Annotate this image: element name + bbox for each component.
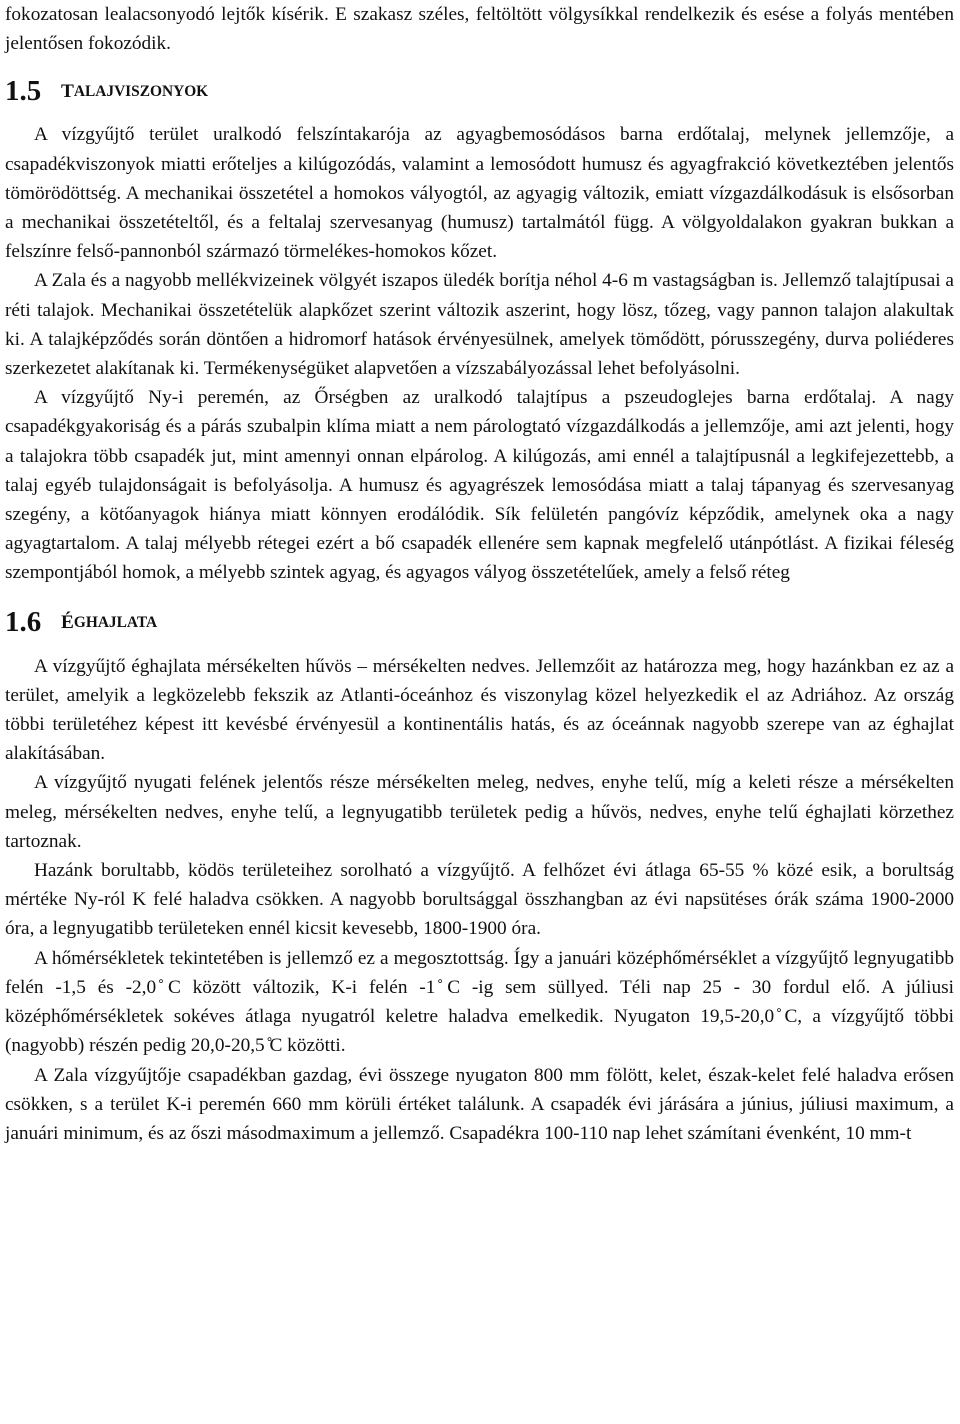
section-number: 1.5 <box>5 74 42 107</box>
paragraph: A vízgyűjtő Ny-i peremén, az Őrségben az uralkodó talajtípus a pszeudoglejes barna erdőtalaj. A nagy csapadékgyakoriság és a párás szubalpin klíma miatt a nem párologtató vízgazdálkodás a jellemzője, ami azt jelenti, hogy a talajokra több csapadék jut, mint amennyi onnan elpárolog. A kilúgozás, ami ennél a talajtípusnál a legkifejezettebb, a talaj egyéb tulajdonságait is befolyásolja. A humusz és agyagrészek lemosódása miatt a talaj tápanyag és szervesanyag szegény, a kötőanyagok hiánya miatt könnyen erodálódik. Sík felületén pangóvíz képződik, amelynek oka a nagy agyagtartalom. A talaj mélyebb rétegei ezért a bő csapadék ellenére sem kapnak megfelelő utánpótlást. A fizikai féleség szempontjából homok, a mélyebb szintek agyag, és agyagos vályog összetételűek, amely a felső réteg <box>5 387 954 584</box>
paragraph: A hőmérsékletek tekintetében is jellemző ez a megosztottság. Így a januári középhőmérséklet a vízgyűjtő legnyugatibb felén -1,5 és -2,0 ̊C között változik, K-i felén -1 ̊C -ig sem süllyed. Téli nap 25 - 30 fordul elő. A júliusi középhőmérsékletek sokéves átlaga nyugatról keletre haladva emelkedik. Nyugaton 19,5-20,0 ̊C, a vízgyűjtő többi (nagyobb) részén pedig 20,0-20,5 ̊C közötti. <box>5 947 954 1057</box>
section-title-rest: ALAJVISZONYOK <box>73 82 209 100</box>
section-heading-1-6 <box>5 594 954 652</box>
section-number: 1.6 <box>5 606 42 639</box>
paragraph: A vízgyűjtő éghajlata mérsékelten hűvös – mérsékelten nedves. Jellemzőit az határozza meg, hogy hazánkban ez az a terület, amelyik a legközelebb fekszik az Atlanti-óceánhoz és viszonylag közel helyezkedik el az Adriához. Az ország többi területéhez képest itt kevésbé érvényesül a kontinentális hatás, és az óceánnak nagyobb szerepe van az éghajlat alakításában. <box>5 655 954 765</box>
paragraph: Hazánk borultabb, ködös területeihez sorolható a vízgyűjtő. A felhőzet évi átlaga 65-55 % közé esik, a borultság mértéke Ny-ról K felé haladva csökken. A nagyobb borultsággal összhangban az évi napsütéses órák száma 1900-2000 óra, a legnyugatibb területeken ennél kicsit kevesebb, 1800-1900 óra. <box>5 860 954 940</box>
section-title-rest: GHAJLATA <box>73 614 158 632</box>
paragraph: A vízgyűjtő nyugati felének jelentős része mérsékelten meleg, nedves, enyhe telű, míg a keleti része a mérsékelten meleg, mérsékelten nedves, enyhe telű, a legnyugatibb területek pedig a hűvös, nedves, enyhe telű éghajlati körzethez tartoznak. <box>5 772 954 852</box>
paragraph: A vízgyűjtő terület uralkodó felszíntakarója az agyagbemosódásos barna erdőtalaj, melynek jellemzője, a csapadékviszonyok miatti erőteljes a kilúgozódás, valamint a lemosódott humusz és agyagfrakció következtében jelentős tömörödöttség. A mechanikai összetétel a homokos vályogtól, az agyagig változik, emiatt vízgazdálkodásuk is elsősorban a mechanikai összetételtől, és a feltalaj szervesanyag (humusz) tartalmától függ. A völgyoldalakon gyakran bukkan a felszínre felső-pannonból származó törmelékes-homokos kőzet. <box>5 124 954 263</box>
section-heading-1-5 <box>5 62 954 120</box>
section-title-initial: T <box>61 80 74 102</box>
paragraph: A Zala és a nagyobb mellékvizeinek völgyét iszapos üledék borítja néhol 4-6 m vastagságban is. Jellemző talajtípusai a réti talajok. Mechanikai összetételük alapkőzet szerint változik aszerint, hogy lösz, tőzeg, vagy pannon talajon alakultak ki. A talajképződés során döntően a hidromorf hatások érvényesülnek, amelyek tömődött, pórusszegény, durva poliéderes szerkezetet alakítanak ki. Termékenységüket alapvetően a vízszabályozással lehet befolyásolni. <box>5 270 954 380</box>
paragraph: A Zala vízgyűjtője csapadékban gazdag, évi összege nyugaton 800 mm fölött, kelet, észak-kelet felé haladva erősen csökken, s a terület K-i peremén 660 mm körüli értéket találunk. A csapadék évi járására a június, júliusi maximum, a januári minimum, és az őszi másodmaximum a jellemző. Csapadékra 100-110 nap lehet számítani évenként, 10 mm-t <box>5 1064 954 1144</box>
section-title-initial: É <box>61 612 74 634</box>
opening-paragraph: fokozatosan lealacsonyodó lejtők kísérik. E szakasz széles, feltöltött völgysíkkal rendelkezik és esése a folyás mentében jelentősen fokozódik. <box>5 4 954 55</box>
